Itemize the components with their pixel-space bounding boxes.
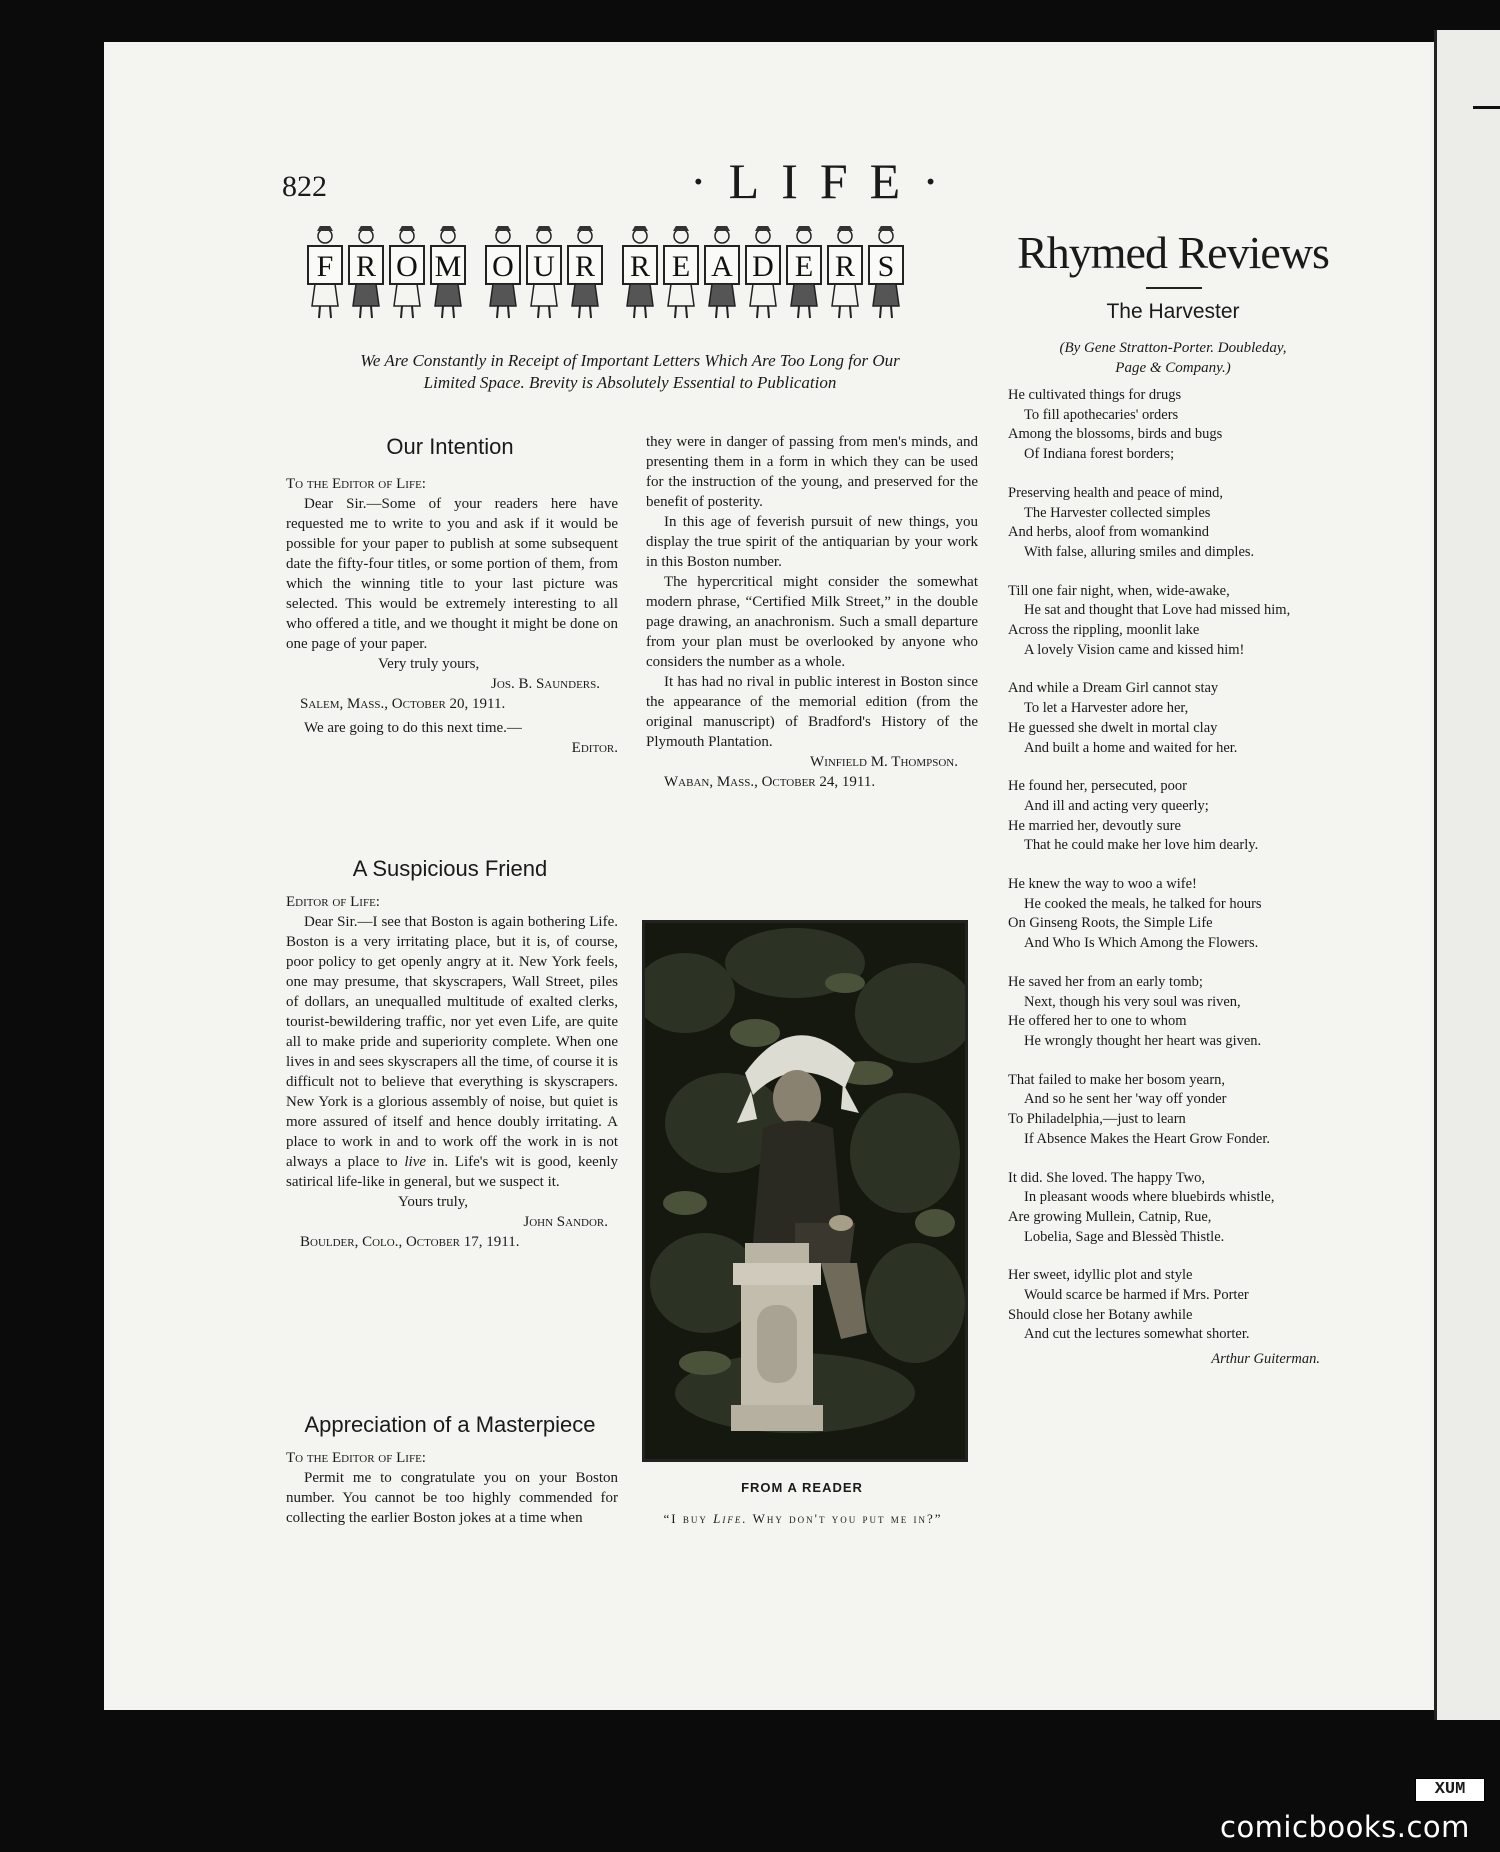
letter-title-our-intention: Our Intention xyxy=(386,434,514,459)
letter-appreciation-continued xyxy=(646,432,978,792)
poem-stanza xyxy=(1008,582,1338,661)
letter-our-intention xyxy=(286,474,618,758)
review-poem xyxy=(1008,386,1338,1370)
banner-illustration xyxy=(300,226,972,322)
poem-line: He wrongly thought her heart was given. xyxy=(1024,1032,1262,1049)
poem-stanza xyxy=(1008,679,1338,758)
poem-line: And cut the lectures somewhat shorter. xyxy=(1024,1326,1250,1343)
poem-stanza xyxy=(1008,973,1338,1052)
poem-line: And while a Dream Girl cannot stay xyxy=(1008,680,1219,697)
editor-reply: We are going to do this next time.— xyxy=(304,720,522,736)
banner-letter-sign xyxy=(787,226,821,318)
poem-stanza xyxy=(1008,484,1338,563)
photo-caption: FROM A READER xyxy=(741,1480,863,1495)
poem-line: If Absence Makes the Heart Grow Fonder. xyxy=(1024,1130,1271,1147)
banner-letter: R xyxy=(355,250,377,283)
poem-line: To let a Harvester adore her, xyxy=(1024,700,1189,717)
banner-letter-sign xyxy=(527,226,561,318)
poem-line: He offered her to one to whom xyxy=(1008,1013,1187,1030)
review-source-line-2: Page & Company.) xyxy=(1115,360,1231,376)
letter-body-emphasis: live xyxy=(404,1154,427,1170)
banner-letter-sign xyxy=(869,226,903,318)
letter-body xyxy=(286,912,618,1192)
editor-reply-signature: Editor. xyxy=(571,740,618,756)
page-rule xyxy=(1473,106,1500,109)
poem-stanzas xyxy=(1008,386,1338,1345)
masthead: ·LIFE· xyxy=(690,153,961,209)
letter-closing: Yours truly, xyxy=(398,1194,469,1210)
poem-stanza xyxy=(1008,1169,1338,1248)
letter-body-text-end: in. Life's wit is good, keenly satirical life-like in general, but we suspect it. xyxy=(286,1154,618,1190)
photo-quote-emphasis: Life. xyxy=(713,1511,748,1526)
letter-place-date: Waban, Mass., October 24, 1911. xyxy=(664,774,876,790)
letter-signature: Winfield M. Thompson. xyxy=(810,754,958,770)
letter-suspicious-friend xyxy=(286,892,618,1252)
review-source-line-1: (By Gene Stratton-Porter. Doubleday, xyxy=(1059,340,1287,356)
banner-letter: R xyxy=(834,250,856,283)
letter-body: Dear Sir.—Some of your readers here have requested me to write to you and ask if it would be possible for your paper to publish at some subsequent date the fifty-four titles, or some portion of them, from which the winning title to your last picture was selected. This would be extremely interesting to all who offered a title, and we thought it might be done on one page of your paper. xyxy=(286,496,618,652)
poem-line: It did. She loved. The happy Two, xyxy=(1008,1169,1205,1186)
banner-letter-sign xyxy=(828,226,862,318)
banner-letter-sign xyxy=(746,226,780,318)
rhymed-reviews-title: Rhymed Reviews xyxy=(1017,227,1329,278)
poem-line: He found her, persecuted, poor xyxy=(1008,778,1187,795)
poem-line: And Who Is Which Among the Flowers. xyxy=(1024,935,1259,952)
banner-letter: S xyxy=(877,250,895,283)
poem-line: He saved her from an early tomb; xyxy=(1008,973,1203,990)
banner-letter-sign xyxy=(308,226,342,318)
watermark: comicbooks.com xyxy=(1220,1810,1470,1844)
scan-stamp: XUM xyxy=(1415,1778,1485,1802)
poem-line: On Ginseng Roots, the Simple Life xyxy=(1008,915,1213,932)
poem-line: He guessed she dwelt in mortal clay xyxy=(1008,719,1218,736)
poem-line: Would scarce be harmed if Mrs. Porter xyxy=(1024,1287,1249,1304)
banner-letter-sign xyxy=(349,226,383,318)
letter-title-suspicious-friend: A Suspicious Friend xyxy=(352,856,548,881)
review-source xyxy=(1000,338,1346,378)
poem-stanza xyxy=(1008,1266,1338,1345)
poem-line: Lobelia, Sage and Blessèd Thistle. xyxy=(1024,1228,1225,1245)
poem-line: That failed to make her bosom yearn, xyxy=(1008,1071,1226,1088)
poem-line: Of Indiana forest borders; xyxy=(1024,446,1175,463)
banner-letter-sign xyxy=(623,226,657,318)
reader-photo xyxy=(642,920,968,1462)
banner-letter: D xyxy=(752,250,774,283)
poem-line: He married her, devoutly sure xyxy=(1008,817,1181,834)
letter-salutation: To the Editor of Life: xyxy=(286,476,426,492)
poem-line: He cooked the meals, he talked for hours xyxy=(1024,895,1262,912)
letter-body-p1: they were in danger of passing from men's minds, and presenting them in a form in which they can be used for the instruction of the young, and preserved for the benefit of posterity. xyxy=(646,434,978,510)
letter-body-p4: It has had no rival in public interest in Boston since the appearance of the memorial edition (from the original manuscript) of Bradford's History of the Plymouth Plantation. xyxy=(646,674,978,750)
review-subtitle: The Harvester xyxy=(1106,300,1240,323)
photo-child-headdress xyxy=(645,923,965,1459)
banner-letter: O xyxy=(396,250,418,283)
banner-letter-sign xyxy=(486,226,520,318)
banner-letter: U xyxy=(533,250,555,283)
poem-author: Arthur Guiterman. xyxy=(1211,1351,1320,1368)
poem-line: And herbs, aloof from womankind xyxy=(1008,524,1209,541)
banner-letter-sign xyxy=(705,226,739,318)
poem-line: And built a home and waited for her. xyxy=(1024,739,1238,756)
poem-line: He knew the way to woo a wife! xyxy=(1008,876,1197,893)
banner-letter: O xyxy=(492,250,514,283)
poem-line: Next, though his very soul was riven, xyxy=(1024,993,1241,1010)
poem-line: And so he sent her 'way off yonder xyxy=(1024,1091,1227,1108)
letter-appreciation xyxy=(286,1448,618,1528)
letter-title-appreciation: Appreciation of a Masterpiece xyxy=(304,1412,596,1437)
banner-subtitle: We Are Constantly in Receipt of Important Letters Which Are Too Long for Our Limited Space. Brevity is Absolutely Essential to Publication xyxy=(360,351,900,392)
next-page-edge xyxy=(1434,30,1500,1720)
letter-place-date: Salem, Mass., October 20, 1911. xyxy=(300,696,506,712)
letter-body-text: Dear Sir.—I see that Boston is again bothering Life. Boston is a very irritating place, but it is, of course, poor policy to get openly angry at it. New York feels, one may presume, that skyscrapers, Wall Street, piles of dollars, an unequalled multitude of exalted clerks, tourist-bewildering traffic, nor yet even Life, are quite all to make pride and superiority complete. When one lives in and sees skyscrapers all the time, of course it is difficult not to believe that everything is skyscrapers. New York is a glorious assembly of noise, but quiet is more assured of itself and hence doubly irritating. A place to work in and to work off the work in is not always a place to xyxy=(286,914,618,1170)
poem-line: Are growing Mullein, Catnip, Rue, xyxy=(1008,1208,1212,1225)
banner-letter-sign xyxy=(568,226,602,318)
poem-line: And ill and acting very queerly; xyxy=(1024,797,1209,814)
poem-line: With false, alluring smiles and dimples. xyxy=(1024,543,1255,560)
poem-line: That he could make her love him dearly. xyxy=(1024,837,1259,854)
letter-body-p3: The hypercritical might consider the somewhat modern phrase, “Certified Milk Street,” in the double page drawing, an anachronism. Such a small departure from your plan must be overlooked by anyone who considers the number as a whole. xyxy=(646,574,978,670)
page-number: 822 xyxy=(282,170,327,203)
letter-signature: John Sandor. xyxy=(523,1214,608,1230)
poem-stanza xyxy=(1008,777,1338,856)
banner-letter: R xyxy=(629,250,651,283)
readers-banner xyxy=(300,226,972,322)
poem-stanza xyxy=(1008,875,1338,954)
poem-line: Her sweet, idyllic plot and style xyxy=(1008,1267,1193,1284)
poem-line: A lovely Vision came and kissed him! xyxy=(1024,641,1245,658)
letter-signature: Jos. B. Saunders. xyxy=(491,676,600,692)
letter-place-date: Boulder, Colo., October 17, 1911. xyxy=(300,1234,520,1250)
banner-letter: E xyxy=(671,250,691,283)
poem-line: To fill apothecaries' orders xyxy=(1024,406,1179,423)
poem-line: In pleasant woods where bluebirds whistle, xyxy=(1024,1189,1275,1206)
poem-line: Among the blossoms, birds and bugs xyxy=(1008,426,1223,443)
letter-salutation: To the Editor of Life: xyxy=(286,1450,426,1466)
banner-letter-sign xyxy=(390,226,424,318)
letter-body-p2: In this age of feverish pursuit of new things, you display the true spirit of the antiquarian by your work in this Boston number. xyxy=(646,514,978,570)
poem-stanza xyxy=(1008,1071,1338,1150)
poem-line: Preserving health and peace of mind, xyxy=(1008,484,1224,501)
banner-letter: R xyxy=(574,250,596,283)
poem-line: The Harvester collected simples xyxy=(1024,504,1211,521)
letter-salutation: Editor of Life: xyxy=(286,894,380,910)
photo-quote-start: “I buy xyxy=(663,1511,708,1526)
poem-line: Till one fair night, when, wide-awake, xyxy=(1008,582,1230,599)
poem-line: Should close her Botany awhile xyxy=(1008,1306,1193,1323)
banner-letter-sign xyxy=(431,226,465,318)
banner-letter: A xyxy=(711,250,733,283)
photo-quote-end: Why don't you put me in?” xyxy=(752,1511,943,1526)
poem-line: He sat and thought that Love had missed him, xyxy=(1024,602,1291,619)
poem-stanza xyxy=(1008,386,1338,465)
letter-body: Permit me to congratulate you on your Boston number. You cannot be too highly commended for collecting the earlier Boston jokes at a time when xyxy=(286,1470,618,1526)
banner-letter: M xyxy=(434,250,462,283)
poem-line: To Philadelphia,—just to learn xyxy=(1008,1111,1186,1128)
poem-line: Across the rippling, moonlit lake xyxy=(1008,622,1200,639)
title-rule xyxy=(1146,287,1202,289)
poem-line: He cultivated things for drugs xyxy=(1008,387,1182,403)
banner-letter: E xyxy=(794,250,814,283)
banner-letter-sign xyxy=(664,226,698,318)
letter-closing: Very truly yours, xyxy=(378,656,480,672)
banner-letter: F xyxy=(316,250,334,283)
photo-quote xyxy=(660,1510,946,1528)
